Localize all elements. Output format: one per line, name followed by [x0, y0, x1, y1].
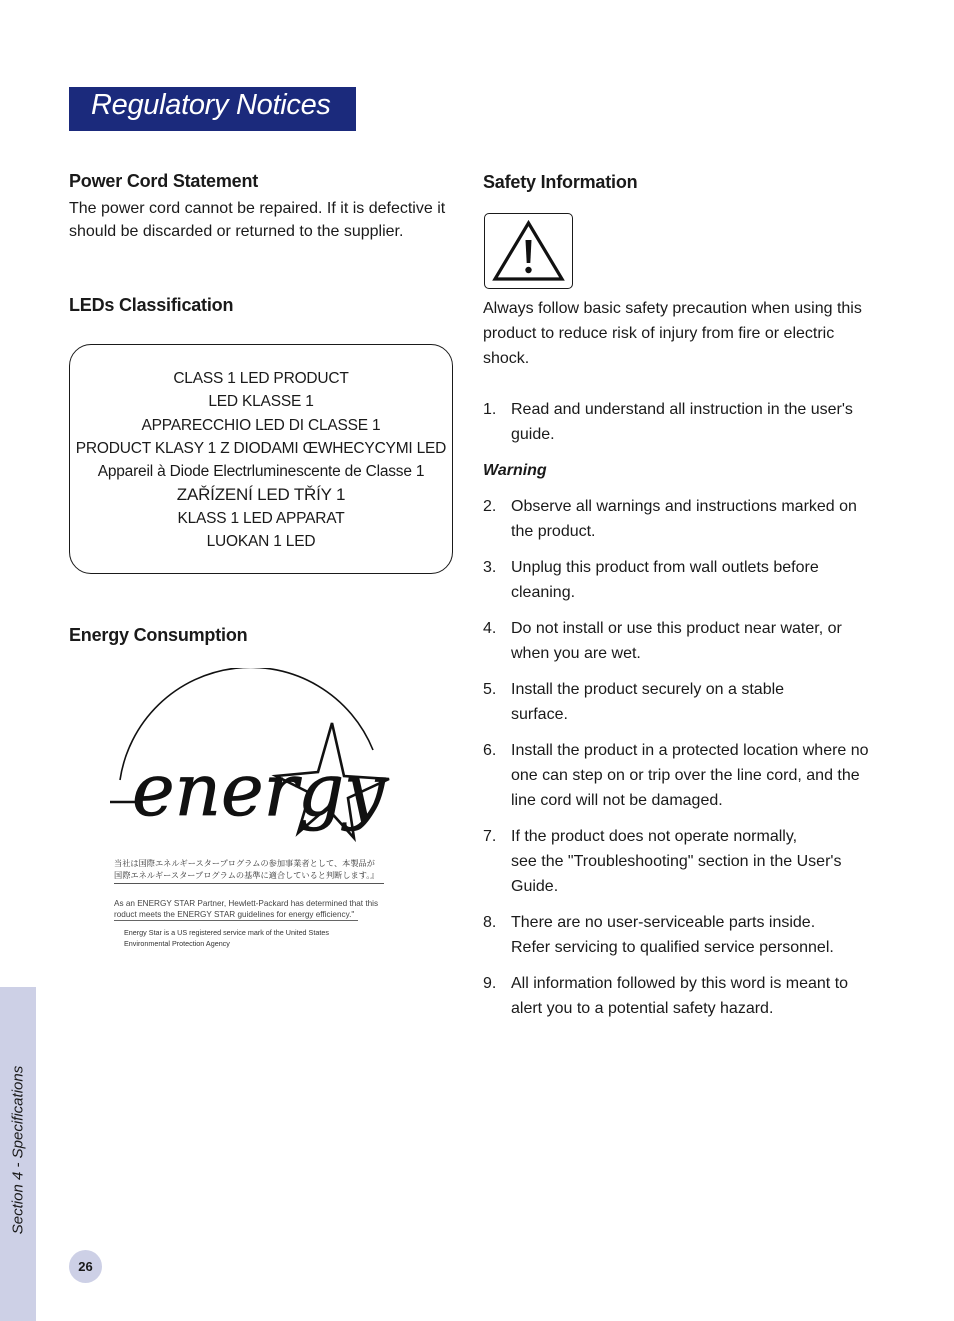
list-item: 5. Install the product securely on a stable surface. — [483, 681, 785, 723]
divider — [114, 920, 358, 921]
leds-heading: LEDs Classification — [69, 295, 234, 315]
divider — [114, 883, 384, 884]
safety-intro — [483, 296, 862, 371]
section-label: Section 4 - Specifications — [9, 1065, 27, 1235]
warning-label: Warning — [483, 462, 547, 479]
list-item: 7. If the product does not operate normally, see the "Troubleshooting" section in the User's Guide. — [483, 828, 842, 895]
list-item: 3. Unplug this product from wall outlets before cleaning. — [483, 559, 819, 601]
safety-intro-line: shock. — [483, 350, 530, 367]
list-item: 6. Install the product in a protected location where no one can step on or trip over the line cord, and the line cord will not be damaged. — [483, 742, 869, 809]
energy-word: energy — [132, 748, 385, 832]
list-item: 1. Read and understand all instruction in the user's guide. — [483, 401, 853, 443]
led-line: LED KLASSE 1 — [208, 393, 314, 411]
page-number: 26 — [69, 1250, 102, 1283]
energy-registration-note — [124, 927, 329, 949]
jp-line: 当社は国際エネルギースタープログラムの参加事業者として、本製品が — [114, 859, 375, 868]
note-line: Energy Star is a US registered service mark of the United States — [124, 928, 329, 937]
power-cord-text — [69, 197, 445, 243]
list-item: 8. There are no user-serviceable parts inside. Refer servicing to qualified service personnel. — [483, 914, 834, 956]
title-bar — [69, 87, 356, 131]
safety-heading: Safety Information — [483, 172, 638, 192]
warning-icon-box — [484, 213, 573, 289]
partner-line: As an ENERGY STAR Partner, Hewlett-Packard has determined that this — [114, 899, 379, 908]
energy-heading: Energy Consumption — [69, 625, 248, 645]
note-line: Environmental Protection Agency — [124, 939, 230, 948]
led-line: Appareil à Diode Electrluminescente de Classe 1 — [97, 463, 425, 481]
list-item: 4. Do not install or use this product near water, or when you are wet. — [483, 620, 842, 662]
power-cord-line: The power cord cannot be repaired. If it is defective it — [69, 200, 446, 217]
led-line: KLASS 1 LED APPARAT — [177, 509, 345, 527]
energy-japanese-text — [114, 858, 379, 882]
energy-partner-text — [114, 898, 378, 920]
list-item: 2. Observe all warnings and instructions marked on the product. — [483, 498, 857, 540]
power-cord-heading: Power Cord Statement — [69, 171, 259, 191]
led-line: APPARECCHIO LED DI CLASSE 1 — [141, 416, 381, 434]
safety-list — [483, 397, 883, 1032]
safety-intro-line: product to reduce risk of injury from fire or electric — [483, 325, 835, 342]
power-cord-line: should be discarded or returned to the supplier. — [69, 223, 404, 240]
page-title: Regulatory Notices — [91, 89, 331, 121]
energy-star-logo — [108, 668, 393, 848]
led-line: ZAŘÍZENÍ LED TŘÍY 1 — [176, 485, 346, 505]
led-line: CLASS 1 LED PRODUCT — [173, 370, 349, 387]
led-line: LUOKAN 1 LED — [206, 533, 316, 551]
safety-intro-line: Always follow basic safety precaution when using this — [483, 300, 862, 317]
list-item: 9. All information followed by this word is meant to alert you to a potential safety hazard. — [483, 975, 849, 1017]
jp-line: 国際エネルギースタープログラムの基準に適合していると判断します。』 — [114, 871, 379, 880]
led-line: PRODUCT KLASY 1 Z DIODAMI ŒWHECYCYMI LED — [75, 439, 447, 457]
led-classification-box — [69, 344, 453, 574]
partner-line: roduct meets the ENERGY STAR guidelines for energy efficiency." — [114, 910, 355, 919]
warning-triangle-icon — [485, 214, 572, 288]
